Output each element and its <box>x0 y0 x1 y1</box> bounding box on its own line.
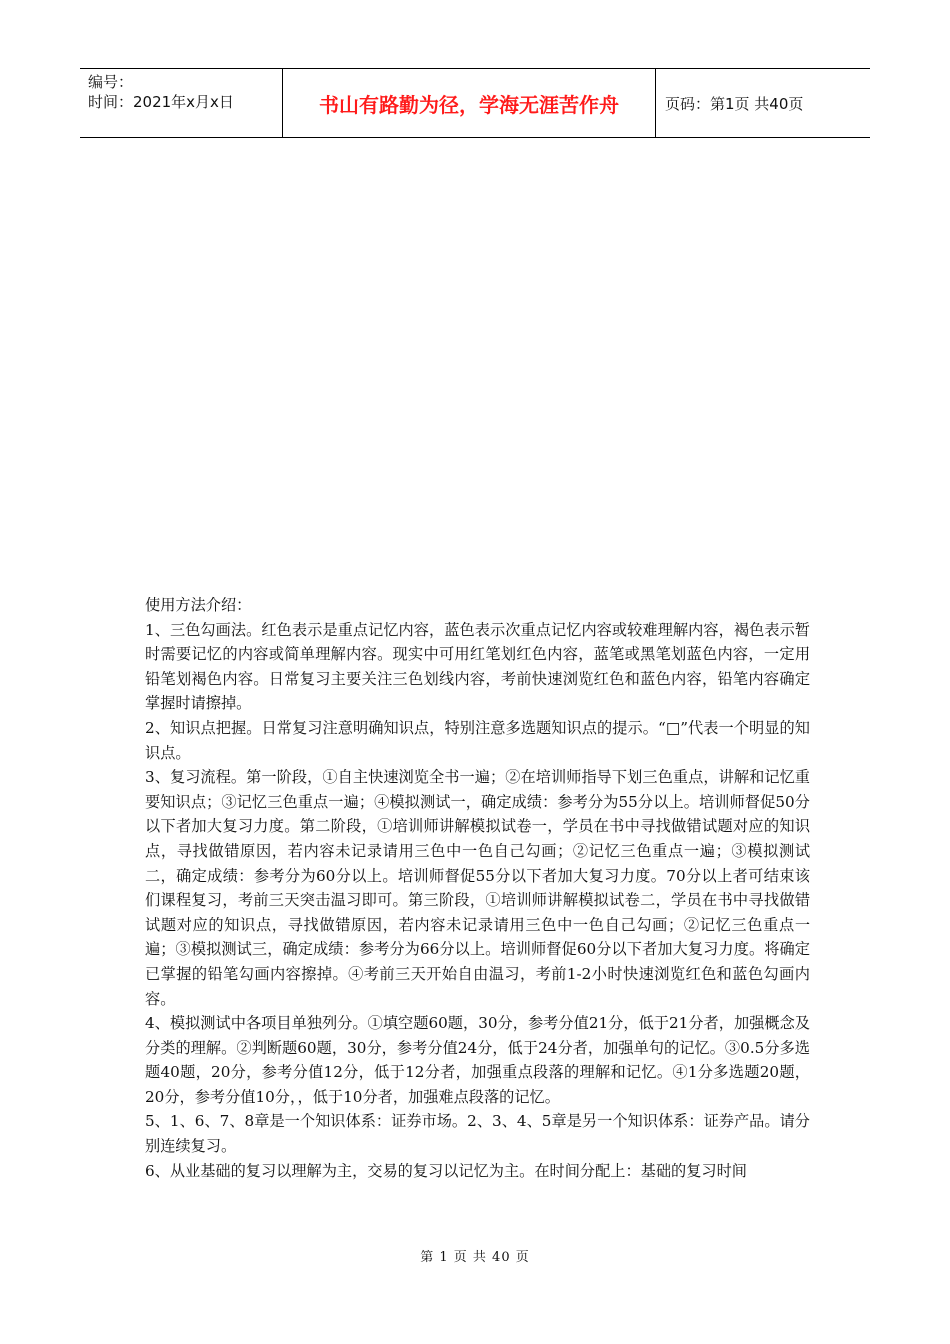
time-label: 时间：2021年x月x日 <box>88 93 234 111</box>
paragraph-6: 6、从业基础的复习以理解为主，交易的复习以记忆为主。在时间分配上：基础的复习时间 <box>145 1161 747 1180</box>
motto: 书山有路勤为径，学海无涯苦作舟 <box>282 69 656 137</box>
header-page-info <box>655 69 870 137</box>
page-info-text: 页码：第1页 共40页 <box>665 94 804 113</box>
document-body <box>145 593 810 1183</box>
paragraph-1: 1、三色勾画法。红色表示是重点记忆内容，蓝色表示次重点记忆内容或较难理解内容，褐色表示暂时需要记忆的内容或简单理解内容。现实中可用红笔划红色内容，蓝笔或黑笔划蓝色内容，一定用铅笔划褐色内容。日常复习主要关注三色划线内容，考前快速浏览红色和蓝色内容，铅笔内容确定掌握时请擦掉。 <box>145 620 810 713</box>
header-meta <box>80 69 282 137</box>
intro-line: 使用方法介绍： <box>145 596 252 614</box>
paragraph-3: 3、复习流程。第一阶段，①自主快速浏览全书一遍；②在培训师指导下划三色重点，讲解和记忆重要知识点；③记忆三色重点一遍；④模拟测试一，确定成绩：参考分为55分以上。培训师督促50分以下者加大复习力度。第二阶段，①培训师讲解模拟试卷一，学员在书中寻找做错试题对应的知识点，寻找做错原因，若内容未记录请用三色中一色自己勾画；②记忆三色重点一遍；③模拟测试二，确定成绩：参考分为60分以上。培训师督促55分以下者加大复习力度。70分以上者可结束该们课程复习，考前三天突击温习即可。第三阶段，①培训师讲解模拟试卷二，学员在书中寻找做错试题对应的知识点，寻找做错原因，若内容未记录请用三色中一色自己勾画；②记忆三色重点一遍；③模拟测试三，确定成绩：参考分为66分以上。培训师督促60分以下者加大复习力度。将确定已掌握的铅笔勾画内容擦掉。④考前三天开始自由温习，考前1-2小时快速浏览红色和蓝色勾画内容。 <box>145 768 810 1008</box>
serial-label: 编号： <box>88 73 134 91</box>
page-header <box>80 68 870 138</box>
paragraph-4: 4、模拟测试中各项目单独列分。①填空题60题，30分，参考分值21分，低于21分者，加强概念及分类的理解。②判断题60题，30分，参考分值24分，低于24分者，加强单句的记忆。③0.5分多选题40题，20分，参考分值12分，低于12分者，加强重点段落的理解和记忆。④1分多选题20题，20分，参考分值10分，，低于10分者，加强难点段落的记忆。 <box>145 1014 810 1106</box>
paragraph-5: 5、1、6、7、8章是一个知识体系：证券市场。2、3、4、5章是另一个知识体系：证券产品。请分别连续复习。 <box>145 1112 810 1156</box>
page-footer: 第 1 页 共 40 页 <box>420 1250 530 1265</box>
paragraph-2: 2、知识点把握。日常复习注意明确知识点，特别注意多选题知识点的提示。“□”代表一个明显的知识点。 <box>145 718 810 762</box>
